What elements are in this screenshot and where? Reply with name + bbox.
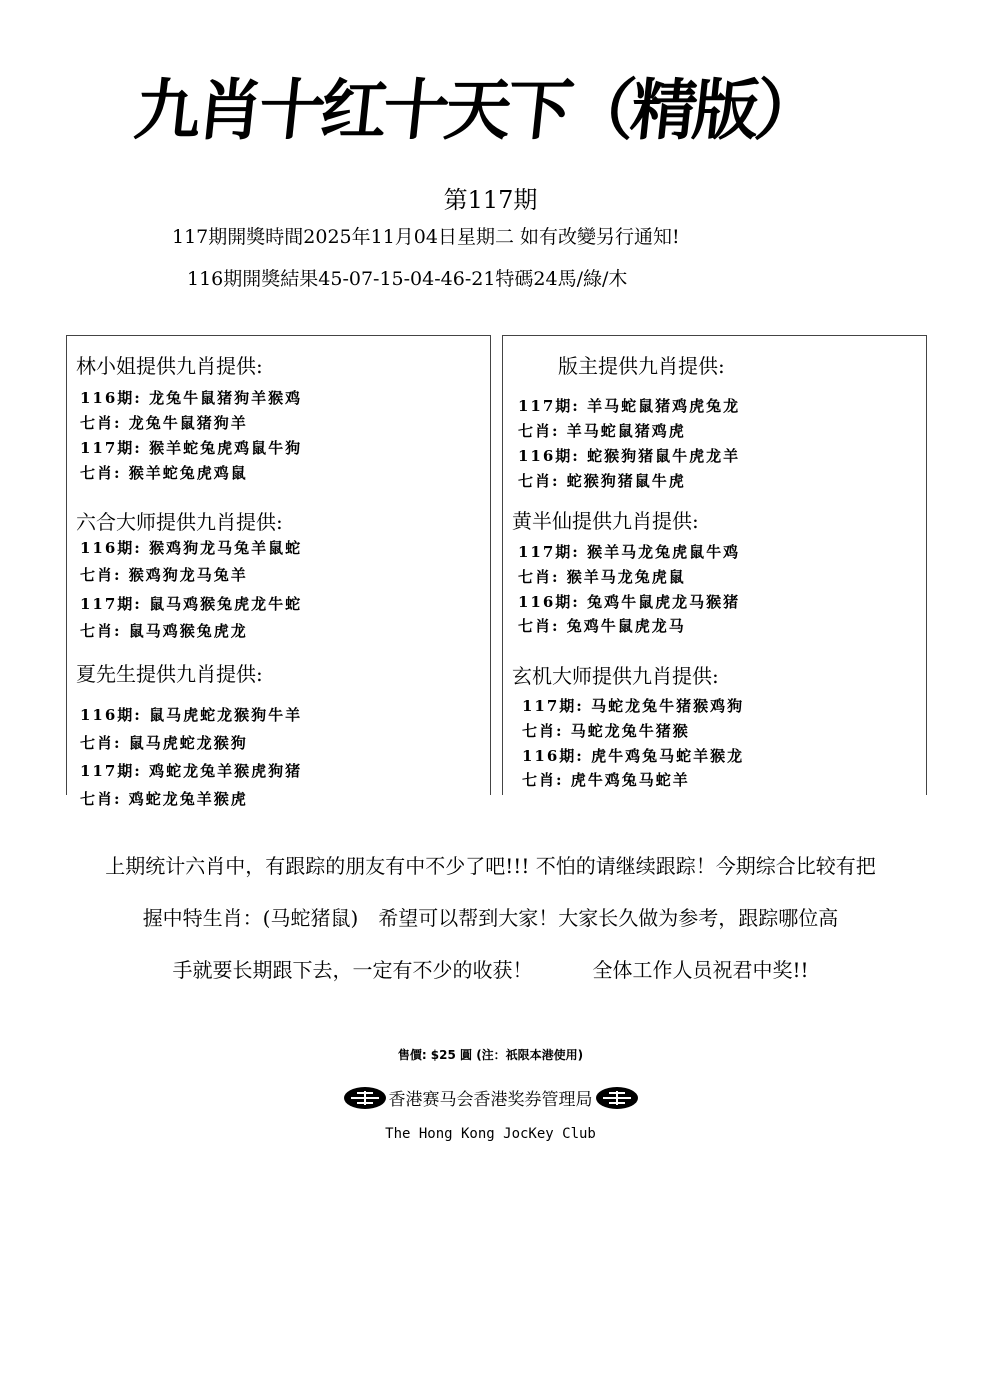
prediction-row: 116期: 蛇猴狗猪鼠牛虎龙羊 — [518, 447, 741, 465]
prediction-row: 七肖: 兔鸡牛鼠虎龙马 — [518, 617, 686, 635]
message-line-3: 手就要长期跟下去，一定有不少的收获！ 全体工作人员祝君中奖!! — [172, 958, 809, 982]
prediction-row: 116期: 兔鸡牛鼠虎龙马猴猪 — [518, 593, 741, 611]
provider-heading: 黄半仙提供九肖提供: — [512, 509, 699, 533]
prediction-row: 117期: 马蛇龙兔牛猪猴鸡狗 — [522, 697, 745, 715]
prediction-row: 七肖: 羊马蛇鼠猪鸡虎 — [518, 422, 686, 440]
prediction-row: 116期: 鼠马虎蛇龙猴狗牛羊 — [80, 706, 303, 724]
page-title: 九肖十红十天下（精版） — [131, 72, 822, 149]
price: 售價: $25 圓 (注：祇限本港使用) — [397, 1048, 584, 1062]
last-result: 116期開獎結果45-07-15-04-46-21特碼24馬/綠/木 — [187, 268, 628, 290]
prediction-row: 七肖: 蛇猴狗猪鼠牛虎 — [518, 472, 686, 490]
prediction-row: 七肖: 猴鸡狗龙马兔羊 — [80, 566, 248, 584]
hkjc-logo-icon — [343, 1086, 387, 1110]
prediction-row: 七肖: 鸡蛇龙兔羊猴虎 — [80, 790, 248, 808]
prediction-row: 117期: 鸡蛇龙兔羊猴虎狗猪 — [80, 762, 303, 780]
provider-heading: 夏先生提供九肖提供: — [76, 662, 263, 686]
prediction-row: 116期: 猴鸡狗龙马兔羊鼠蛇 — [80, 539, 303, 557]
provider-heading: 玄机大师提供九肖提供: — [512, 664, 719, 688]
prediction-row: 七肖: 龙兔牛鼠猪狗羊 — [80, 414, 248, 432]
prediction-row: 117期: 羊马蛇鼠猪鸡虎兔龙 — [518, 397, 741, 415]
prediction-row: 117期: 鼠马鸡猴兔虎龙牛蛇 — [80, 595, 303, 613]
prediction-row: 117期: 猴羊马龙兔虎鼠牛鸡 — [518, 543, 741, 561]
draw-time: 117期開獎時間2025年11月04日星期二 如有改變另行通知! — [172, 226, 680, 248]
prediction-row: 七肖: 猴羊蛇兔虎鸡鼠 — [80, 464, 248, 482]
prediction-row: 七肖: 猴羊马龙兔虎鼠 — [518, 568, 686, 586]
prediction-row: 116期: 虎牛鸡兔马蛇羊猴龙 — [522, 747, 745, 765]
provider-heading: 六合大师提供九肖提供: — [76, 510, 283, 534]
prediction-row: 七肖: 虎牛鸡兔马蛇羊 — [522, 771, 690, 789]
org-name-cn: 香港赛马会香港奖券管理局 — [388, 1090, 593, 1110]
provider-heading: 林小姐提供九肖提供: — [76, 354, 263, 378]
provider-heading: 版主提供九肖提供: — [558, 354, 725, 378]
prediction-row: 117期: 猴羊蛇兔虎鸡鼠牛狗 — [80, 439, 303, 457]
message-line-1: 上期统计六肖中，有跟踪的朋友有中不少了吧!!! 不怕的请继续跟踪！今期综合比较有把 — [105, 854, 876, 878]
prediction-row: 七肖: 鼠马虎蛇龙猴狗 — [80, 734, 248, 752]
message-line-2: 握中特生肖：(马蛇猪鼠) 希望可以帮到大家！大家长久做为参考，跟踪哪位高 — [142, 906, 839, 930]
prediction-row: 七肖: 马蛇龙兔牛猪猴 — [522, 722, 690, 740]
prediction-row: 116期: 龙兔牛鼠猪狗羊猴鸡 — [80, 389, 303, 407]
hkjc-logo-icon — [595, 1086, 639, 1110]
prediction-row: 七肖: 鼠马鸡猴兔虎龙 — [80, 622, 248, 640]
issue-number: 第117期 — [443, 186, 538, 214]
hkjc-banner — [0, 1085, 981, 1110]
org-name-en: The Hong Kong JocKey Club — [385, 1126, 596, 1142]
